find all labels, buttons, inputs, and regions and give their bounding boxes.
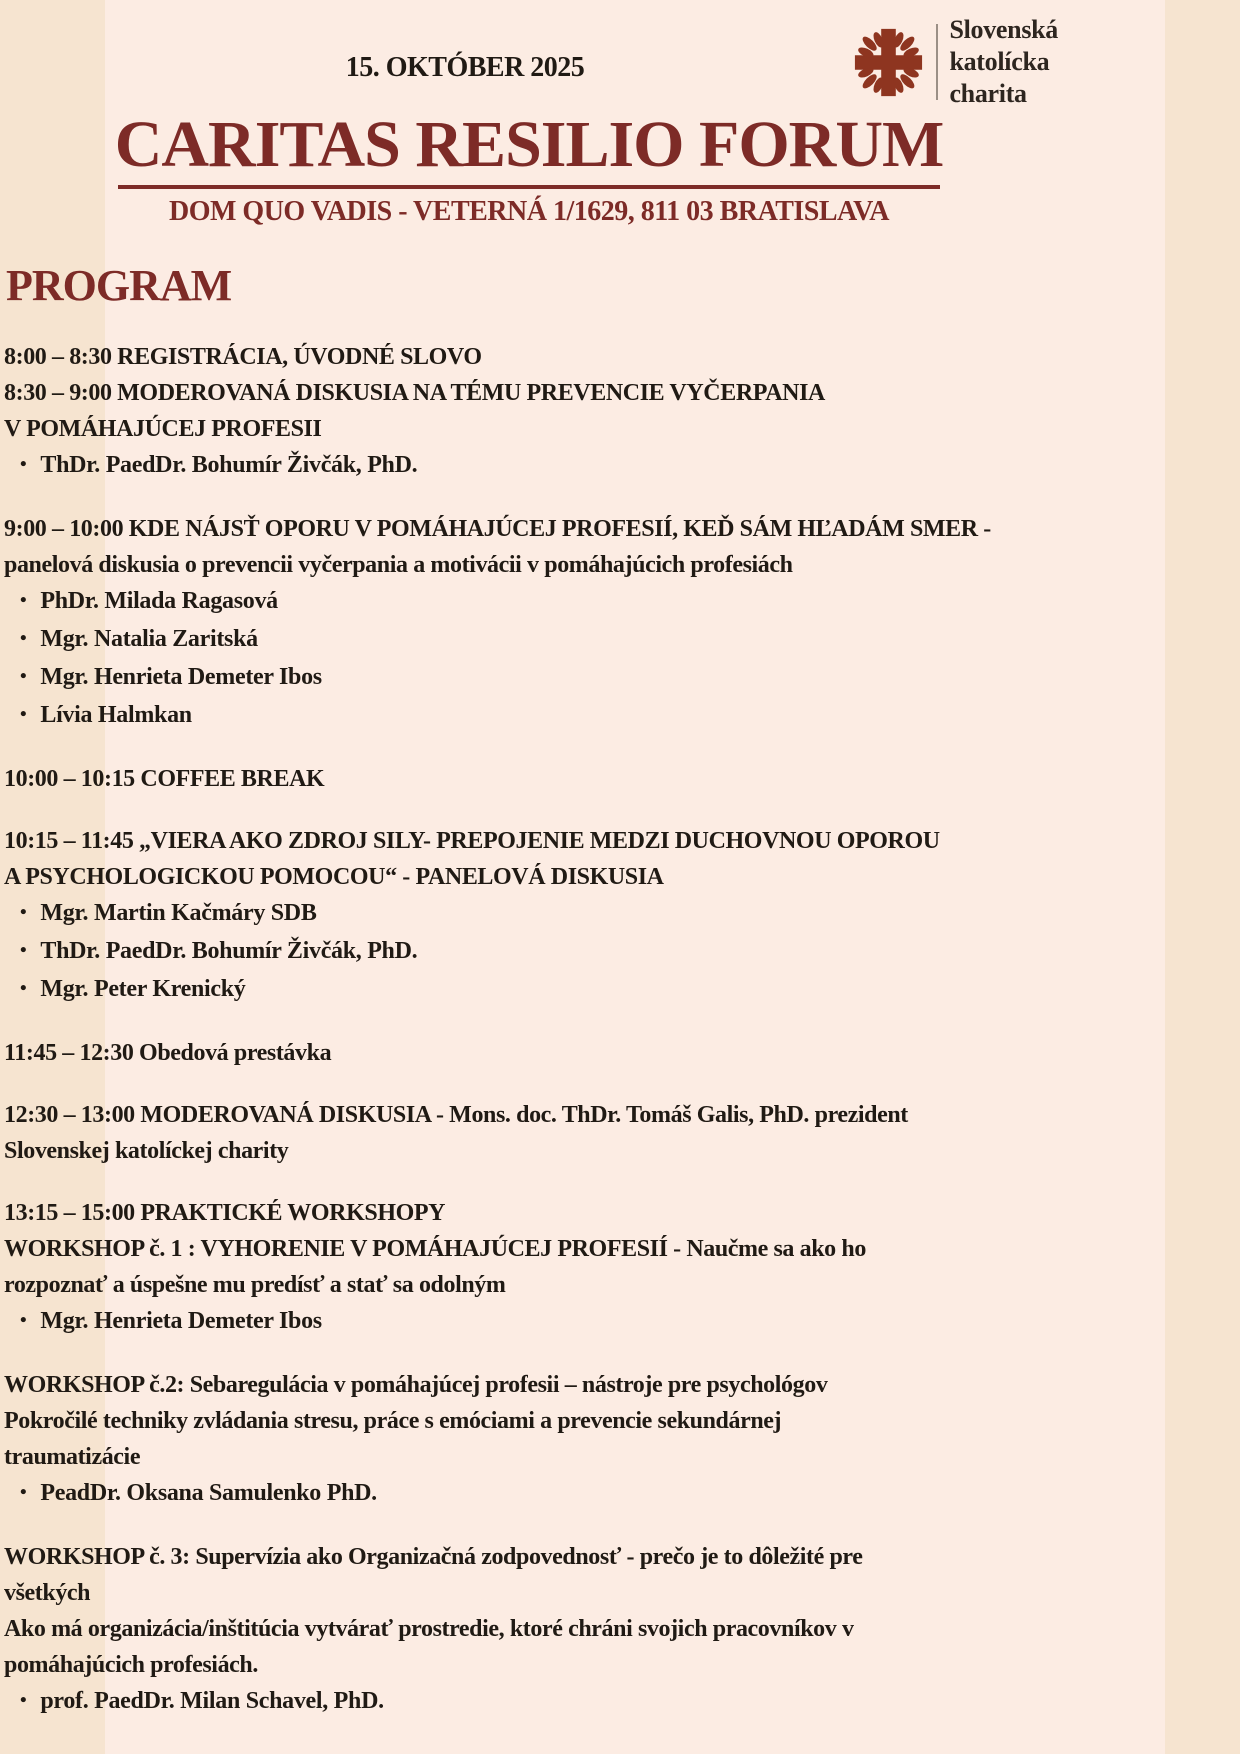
speaker-list <box>4 895 1054 1009</box>
bullet-icon: • <box>20 627 27 649</box>
session-description <box>4 1367 1054 1475</box>
bullet-icon: • <box>20 1309 27 1331</box>
program-section <box>4 1097 1054 1169</box>
bullet-icon: • <box>20 665 27 687</box>
speaker-item <box>4 447 1054 485</box>
venue-address: DOM QUO VADIS - VETERNÁ 1/1629, 811 03 BRATISLAVA <box>169 195 889 227</box>
program-line: panelová diskusia o prevencii vyčerpania a motivácii v pomáhajúcich profesiách <box>4 551 793 578</box>
charity-name-line: Slovenská <box>949 15 1058 44</box>
program-line: V POMÁHAJÚCEJ PROFESII <box>4 415 322 442</box>
speaker-item <box>4 697 1054 735</box>
speaker-item <box>4 895 1054 933</box>
program-line: 10:00 – 10:15 COFFEE BREAK <box>4 765 325 792</box>
speaker-list <box>4 447 1054 485</box>
speaker-item <box>4 1303 1054 1341</box>
session-description <box>4 1195 1054 1303</box>
program-line: Ako má organizácia/inštitúcia vytvárať prostredie, ktoré chráni svojich pracovníkov v <box>4 1615 854 1642</box>
program-section <box>4 339 1054 485</box>
speaker-name: Lívia Halmkan <box>40 701 192 728</box>
charity-name-line: charita <box>949 79 1027 108</box>
speaker-name: Mgr. Natalia Zaritská <box>40 625 258 652</box>
session-description <box>4 761 1054 797</box>
program-line: 8:30 – 9:00 MODEROVANÁ DISKUSIA NA TÉMU PREVENCIE VYČERPANIA <box>4 379 825 406</box>
bullet-icon: • <box>20 939 27 961</box>
program-line: všetkých <box>4 1579 91 1606</box>
session-description <box>4 1097 1054 1169</box>
bullet-icon: • <box>20 703 27 725</box>
program-section <box>4 511 1054 735</box>
speaker-item <box>4 933 1054 971</box>
bullet-icon: • <box>20 1481 27 1503</box>
event-title: CARITAS RESILIO FORUM <box>114 108 944 181</box>
program-section <box>4 761 1054 797</box>
program-section <box>4 1367 1054 1513</box>
program-section <box>4 823 1054 1009</box>
caritas-cross-icon <box>852 26 925 99</box>
session-description <box>4 823 1054 895</box>
session-description <box>4 511 1054 583</box>
speaker-name: Mgr. Henrieta Demeter Ibos <box>40 1307 322 1334</box>
program-line: 10:15 – 11:45 „VIERA AKO ZDROJ SILY- PREPOJENIE MEDZI DUCHOVNOU OPOROU <box>4 827 940 854</box>
speaker-list <box>4 1683 1054 1721</box>
session-description <box>4 339 1054 447</box>
speaker-item <box>4 1475 1054 1513</box>
program-line: 11:45 – 12:30 Obedová prestávka <box>4 1039 332 1066</box>
speaker-name: PeadDr. Oksana Samulenko PhD. <box>40 1479 377 1506</box>
speaker-list <box>4 1475 1054 1513</box>
program-line: Pokročilé techniky zvládania stresu, práce s emóciami a prevencie sekundárnej <box>4 1407 782 1434</box>
speaker-item <box>4 971 1054 1009</box>
speaker-list <box>4 1303 1054 1341</box>
program-section <box>4 1195 1054 1341</box>
charity-logo <box>852 14 1058 110</box>
speaker-list <box>4 583 1054 735</box>
program-section <box>4 1539 1054 1721</box>
speaker-name: Mgr. Peter Krenický <box>40 975 246 1002</box>
program-line: A PSYCHOLOGICKOU POMOCOU“ - PANELOVÁ DISKUSIA <box>4 863 664 890</box>
program-line: WORKSHOP č. 3: Supervízia ako Organizačná zodpovednosť - prečo je to dôležité pre <box>4 1543 863 1570</box>
program-line: traumatizácie <box>4 1443 141 1470</box>
speaker-name: PhDr. Milada Ragasová <box>40 587 278 614</box>
program-line: 13:15 – 15:00 PRAKTICKÉ WORKSHOPY <box>4 1199 446 1226</box>
program-line: WORKSHOP č.2: Sebaregulácia v pomáhajúcej profesii – nástroje pre psychológov <box>4 1371 828 1398</box>
bullet-icon: • <box>20 901 27 923</box>
speaker-item <box>4 621 1054 659</box>
program-line: WORKSHOP č. 1 : VYHORENIE V POMÁHAJÚCEJ PROFESIÍ - Naučme sa ako ho <box>4 1235 866 1262</box>
speaker-name: ThDr. PaedDr. Bohumír Živčák, PhD. <box>40 451 418 478</box>
session-description <box>4 1035 1054 1071</box>
program-line: 8:00 – 8:30 REGISTRÁCIA, ÚVODNÉ SLOVO <box>4 343 482 370</box>
speaker-name: Mgr. Henrieta Demeter Ibos <box>40 663 322 690</box>
program-line: rozpoznať a úspešne mu predísť a stať sa odolným <box>4 1271 506 1298</box>
bullet-icon: • <box>20 589 27 611</box>
program-line: 12:30 – 13:00 MODEROVANÁ DISKUSIA - Mons. doc. ThDr. Tomáš Galis, PhD. prezident <box>4 1101 908 1128</box>
title-underline <box>118 185 940 189</box>
event-date: 15. OKTÓBER 2025 <box>345 52 585 83</box>
speaker-name: Mgr. Martin Kačmáry SDB <box>40 899 317 926</box>
speaker-item <box>4 659 1054 697</box>
logo-divider <box>936 24 938 100</box>
program-schedule <box>4 339 1054 1721</box>
session-description <box>4 1539 1054 1683</box>
speaker-item <box>4 583 1054 621</box>
speaker-name: prof. PaedDr. Milan Schavel, PhD. <box>40 1687 384 1714</box>
speaker-name: ThDr. PaedDr. Bohumír Živčák, PhD. <box>40 937 418 964</box>
bullet-icon: • <box>20 453 27 475</box>
program-heading: PROGRAM <box>6 260 232 310</box>
charity-name-line: katolícka <box>949 47 1050 76</box>
program-line: pomáhajúcich profesiách. <box>4 1651 258 1678</box>
program-section <box>4 1035 1054 1071</box>
speaker-item <box>4 1683 1054 1721</box>
charity-name <box>949 14 1058 110</box>
program-line: Slovenskej katolíckej charity <box>4 1137 289 1164</box>
bullet-icon: • <box>20 977 27 999</box>
bullet-icon: • <box>20 1689 27 1711</box>
program-line: 9:00 – 10:00 KDE NÁJSŤ OPORU V POMÁHAJÚCEJ PROFESIÍ, KEĎ SÁM HĽADÁM SMER - <box>4 515 991 542</box>
